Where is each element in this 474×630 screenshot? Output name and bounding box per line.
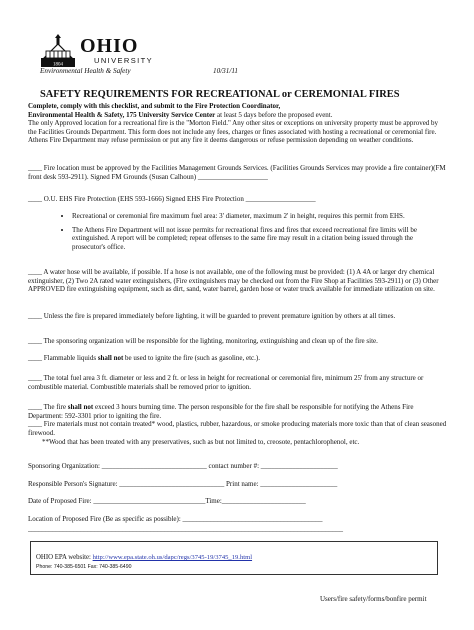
checklist-fire-materials[interactable]: ____ Fire materials must not contain treated* wood, plastics, rubber, hazardous, or smoke producing materials more toxic than that of clean seasoned firewood. — [28, 420, 447, 437]
intro-address: Environmental Health & Safety, 175 University Service Center — [28, 110, 216, 119]
document-date: 10/31/11 — [213, 67, 239, 75]
checklist-sponsoring-responsibility[interactable]: ____ The sponsoring organization will be responsible for the lighting, monitoring, extinguishing and clean up of the fire site. — [28, 337, 378, 345]
checklist-guard-fire[interactable]: ____ Unless the fire is prepared immediately before lighting, it will be guarded to prevent premature ignition by others at all times. — [28, 312, 396, 320]
intro-address-line — [28, 111, 448, 120]
intro-block — [28, 102, 448, 145]
footer-file-path: Users/fire safety/forms/bonfire permit — [320, 595, 427, 603]
burn-suffix: exceed 3 hours burning time. The person responsible for the fire shall be responsible for notifying the Athens Fire Department: 592-3301 prior to igniting the fire. — [28, 403, 414, 420]
date-time-field[interactable]: Date of Proposed Fire: ________________________________Time:________________________ — [28, 497, 306, 505]
logo-subword: UNIVERSITY — [94, 56, 154, 65]
list-item: • The Athens Fire Department will not issue permits for recreational fires and fires that exceed recreational fire limits will be extinguished. A report will be completed; repeat offenses to the same fire may result in a citation being issued through the prosecutor's office. — [72, 226, 448, 252]
location-field-line2[interactable]: __________________________________________________________________________________________ — [28, 525, 343, 533]
list-item: • Recreational or ceremonial fire maximum fuel area: 3' diameter, maximum 2' in height, requires this permit from EHS. — [72, 212, 448, 221]
checklist-ou-ehs[interactable]: ____ O.U. EHS Fire Protection (EHS 593-1666) Signed EHS Fire Protection ____________________ — [28, 195, 316, 203]
logo-word: OHIO — [80, 35, 139, 57]
epa-info-box — [30, 541, 438, 575]
sponsoring-organization-field[interactable]: Sponsoring Organization: ______________________________ contact number #: ______________________ — [28, 462, 338, 470]
flammable-prefix: ____ Flammable liquids — [28, 354, 98, 362]
burn-emphasis: shall not — [67, 403, 94, 411]
epa-website-label: OHIO EPA website: — [36, 554, 93, 561]
intro-instruction: Complete, comply with this checklist, and submit to the Fire Protection Coordinator, — [28, 102, 281, 110]
seal-year: 1804 — [53, 62, 63, 68]
checklist-fuel-area[interactable]: ____ The total fuel area 3 ft. diameter or less and 2 ft. or less in height for recreational or ceremonial fire, minimum 25' from any structure or combustible material. Combustible materials shall be removed prior to ignition. — [28, 374, 424, 391]
checklist-flammable-liquids[interactable] — [28, 354, 448, 363]
treated-wood-note: **Wood that has been treated with any preservatives, such as but not limited to, creosote, pentachlorophenol, etc. — [42, 438, 360, 446]
flammable-suffix: be used to ignite the fire (such as gasoline, etc.). — [123, 354, 260, 362]
checklist-water-hose[interactable]: ____ A water hose will be available, if possible. If a hose is not available, one of the following must be provided: (1) A 4A or larger dry chemical extinguisher, (2) Two 2A rated water extinguishers, (Fire extinguishers may be checked out from the Fire Shop at Facilities 593-2911) or (3) Other APPROVED fire extinguishing equipment, such as dirt, sand, water barrel, garden hose or water truck available for immediate utilization on site. — [28, 268, 439, 294]
checklist-burn-time[interactable] — [28, 403, 448, 420]
epa-website-link[interactable]: http://www.epa.state.oh.us/dapc/regs/3745-19/3745_19.html — [92, 554, 253, 561]
intro-deadline: at least 5 days before the proposed event. — [215, 110, 333, 119]
epa-website-line — [36, 546, 432, 564]
burn-prefix: ____ The fire — [28, 403, 68, 411]
flammable-emphasis: shall not — [97, 354, 124, 362]
location-field[interactable]: Location of Proposed Fire (Be as specific as possible): ________________________________________ — [28, 515, 323, 523]
intro-paragraph: The only Approved location for a recreational fire is the "Morton Field." Any other sites or exceptions on university property must be approved by the Facilities Grounds Department. This form does not include any fees, charges or fines associated with hosting a recreational or ceremonial fire. Athens Fire Department may refuse permission or put any fire it deems dangerous or refuse permission depending on weather conditions. — [28, 119, 439, 145]
checklist-fire-location[interactable]: ____ Fire location must be approved by the Facilities Management Grounds Services. (Facilities Grounds Services may provide a fire container)(FM front desk 593-2911). Signed FM Grounds (Susan Calhoun) ____________________ — [28, 164, 446, 181]
page-title: SAFETY REQUIREMENTS FOR RECREATIONAL or CEREMONIAL FIRES — [40, 89, 400, 100]
university-seal-icon — [40, 34, 76, 68]
epa-phone: Phone: 740-385-6501 Fax: 740-385-6490 — [36, 564, 132, 570]
responsible-signature-field[interactable]: Responsible Person's Signature: ______________________________ Print name: ______________________ — [28, 480, 338, 488]
department-name: Environmental Health & Safety — [40, 67, 131, 75]
ehs-requirements-list — [58, 212, 448, 256]
